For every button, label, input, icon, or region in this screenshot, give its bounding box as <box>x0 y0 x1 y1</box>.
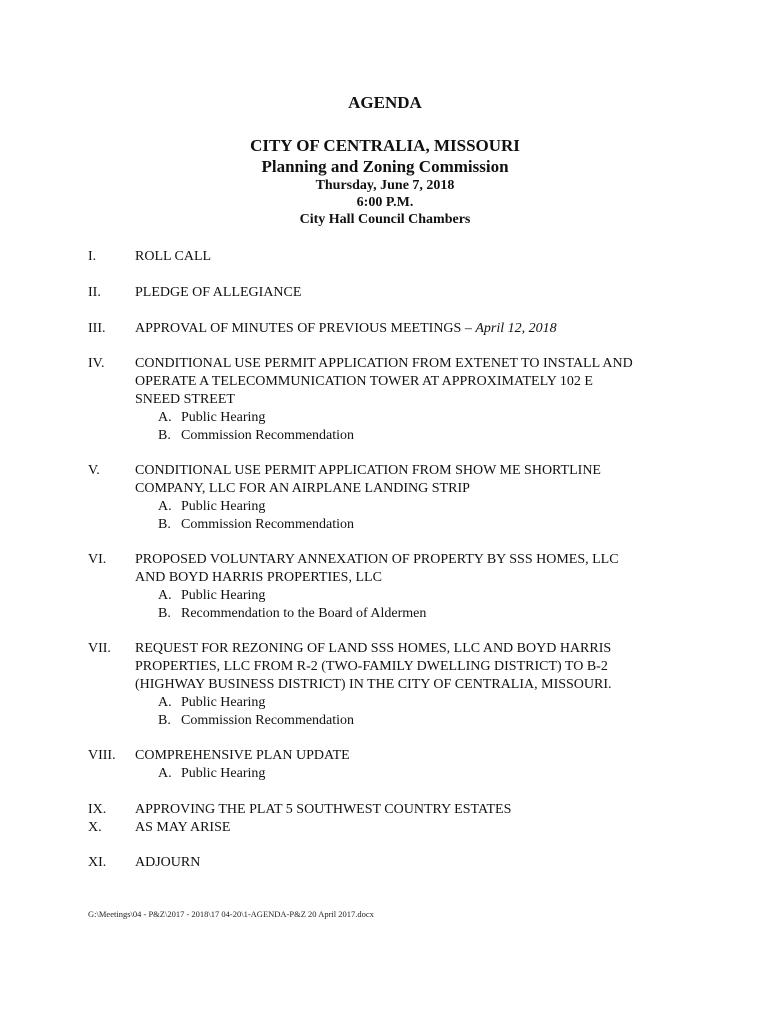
agenda-item-minutes <box>88 320 688 338</box>
agenda-item-airplane-strip <box>88 462 688 534</box>
sub-item-letter: B. <box>158 428 171 443</box>
file-path-footer: G:\Meetings\04 - P&Z\2017 - 2018\17 04-20\1-AGENDA-P&Z 20 April 2017.docx <box>88 909 374 919</box>
sub-item-text: Public Hearing <box>181 588 266 603</box>
item-text-line: (HIGHWAY BUSINESS DISTRICT) IN THE CITY OF CENTRALIA, MISSOURI. <box>135 677 612 692</box>
sub-item <box>158 498 688 516</box>
item-number: VII. <box>88 641 111 656</box>
item-number: II. <box>88 285 101 300</box>
sub-item <box>158 427 688 445</box>
sub-item-text: Commission Recommendation <box>181 713 355 728</box>
minutes-label: APPROVAL OF MINUTES OF PREVIOUS MEETINGS – <box>135 321 476 336</box>
item-text: PLEDGE OF ALLEGIANCE <box>135 285 302 300</box>
item-text-line: AND BOYD HARRIS PROPERTIES, LLC <box>135 570 382 585</box>
meeting-place: City Hall Council Chambers <box>299 212 471 227</box>
agenda-item-pledge <box>88 284 688 302</box>
item-number: III. <box>88 321 106 336</box>
item-number: IV. <box>88 356 105 371</box>
sub-item-letter: B. <box>158 713 171 728</box>
sub-item <box>158 605 688 623</box>
item-text-line: PROPOSED VOLUNTARY ANNEXATION OF PROPERTY BY SSS HOMES, LLC <box>135 552 619 567</box>
item-text-line: COMPANY, LLC FOR AN AIRPLANE LANDING STRIP <box>135 481 470 496</box>
agenda-item-comprehensive-plan <box>88 747 688 783</box>
sub-item-text: Public Hearing <box>181 410 266 425</box>
sub-item-letter: B. <box>158 517 171 532</box>
sub-item-letter: A. <box>158 695 172 710</box>
sub-item-text: Recommendation to the Board of Aldermen <box>181 606 427 621</box>
item-number: VI. <box>88 552 107 567</box>
item-text-line: REQUEST FOR REZONING OF LAND SSS HOMES, LLC AND BOYD HARRIS <box>135 641 612 656</box>
sub-item <box>158 409 688 427</box>
sub-item-text: Commission Recommendation <box>181 428 355 443</box>
agenda-item-roll-call <box>88 248 688 266</box>
sub-item <box>158 516 688 534</box>
item-text-line: PROPERTIES, LLC FROM R-2 (TWO-FAMILY DWELLING DISTRICT) TO B-2 <box>135 659 608 674</box>
item-text-line: CONDITIONAL USE PERMIT APPLICATION FROM EXTENET TO INSTALL AND <box>135 356 633 371</box>
sub-item-text: Public Hearing <box>181 766 266 781</box>
sub-item <box>158 712 688 730</box>
meeting-date: Thursday, June 7, 2018 <box>315 178 455 193</box>
item-number: V. <box>88 463 100 478</box>
commission-name: Planning and Zoning Commission <box>261 157 509 176</box>
agenda-item-annexation <box>88 551 688 623</box>
sub-item-letter: A. <box>158 499 172 514</box>
sub-item-letter: A. <box>158 588 172 603</box>
item-text: ROLL CALL <box>135 249 212 264</box>
sub-item-text: Public Hearing <box>181 695 266 710</box>
sub-item-text: Public Hearing <box>181 499 266 514</box>
item-text: ADJOURN <box>135 855 201 870</box>
agenda-item-plat <box>88 801 688 819</box>
item-text-line: CONDITIONAL USE PERMIT APPLICATION FROM SHOW ME SHORTLINE <box>135 463 601 478</box>
sub-item-text: Commission Recommendation <box>181 517 355 532</box>
agenda-item-extenet-permit <box>88 355 688 445</box>
minutes-date: April 12, 2018 <box>475 321 557 336</box>
agenda-item-may-arise <box>88 819 688 837</box>
item-text <box>135 320 688 338</box>
sub-item-letter: A. <box>158 766 172 781</box>
item-number: IX. <box>88 802 107 817</box>
sub-item <box>158 587 688 605</box>
sub-item <box>158 765 688 783</box>
item-number: I. <box>88 249 97 264</box>
item-text-line: COMPREHENSIVE PLAN UPDATE <box>135 748 350 763</box>
agenda-item-rezoning <box>88 640 688 730</box>
item-text-line: OPERATE A TELECOMMUNICATION TOWER AT APPROXIMATELY 102 E <box>135 374 593 389</box>
item-text-line: SNEED STREET <box>135 392 235 407</box>
item-number: VIII. <box>88 748 116 763</box>
city-name: CITY OF CENTRALIA, MISSOURI <box>250 136 520 155</box>
sub-item-letter: B. <box>158 606 171 621</box>
meeting-time: 6:00 P.M. <box>356 195 414 210</box>
agenda-title: AGENDA <box>348 93 422 112</box>
item-number: X. <box>88 820 102 835</box>
agenda-item-adjourn <box>88 854 688 872</box>
item-number: XI. <box>88 855 107 870</box>
sub-item-letter: A. <box>158 410 172 425</box>
sub-item <box>158 694 688 712</box>
item-text: AS MAY ARISE <box>135 820 231 835</box>
item-text: APPROVING THE PLAT 5 SOUTHWEST COUNTRY ESTATES <box>135 802 512 817</box>
